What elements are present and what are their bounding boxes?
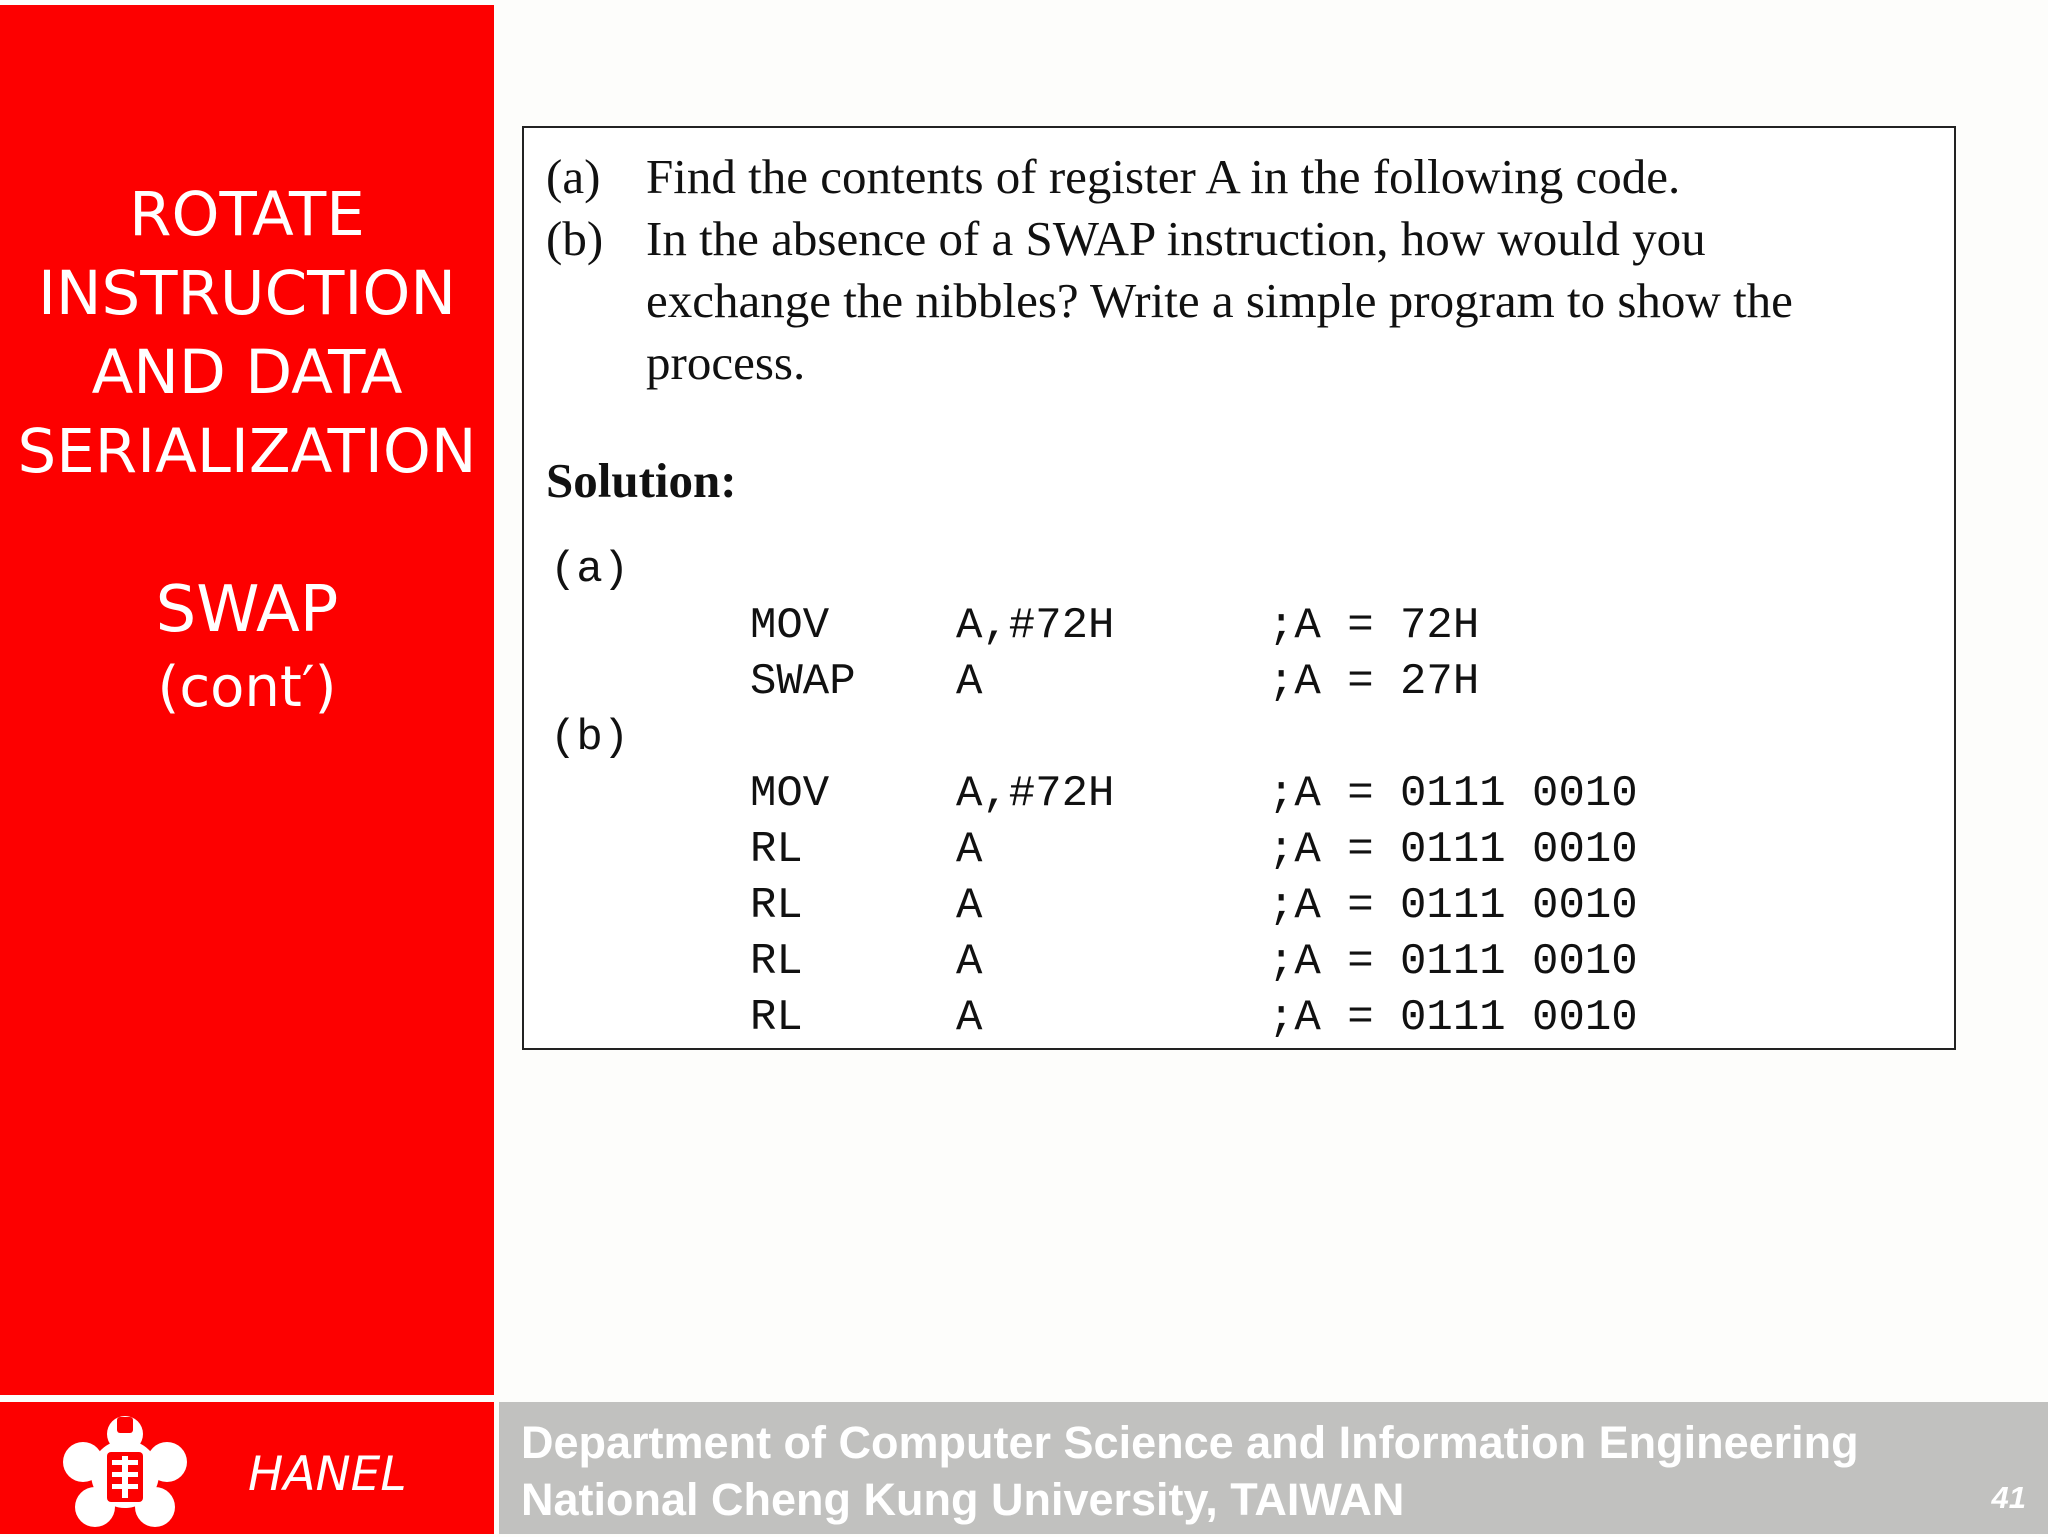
question-label: (b) — [546, 211, 604, 266]
question-label: (a) — [546, 149, 601, 204]
code-op: RL — [750, 825, 803, 875]
example-box — [522, 126, 1956, 1050]
code-op: RL — [750, 937, 803, 987]
title-line: ROTATE — [129, 179, 365, 250]
code-comment: ;A = 0111 0010 — [1268, 881, 1638, 931]
code-arg: A — [956, 993, 983, 1043]
code-arg: A,#72H — [956, 769, 1115, 819]
question-line: In the absence of a SWAP instruction, how would you — [646, 211, 1706, 266]
question-text — [646, 208, 1946, 394]
ncku-emblem-icon — [55, 1412, 195, 1532]
title-line: AND DATA — [91, 337, 403, 408]
code-comment: ;A = 27H — [1268, 657, 1480, 707]
question-line: Find the contents of register A in the following code. — [646, 149, 1681, 204]
university-line: National Cheng Kung University, TAIWAN — [521, 1474, 1405, 1525]
subtitle-cont: (cont′) — [157, 655, 337, 720]
subtitle-swap: SWAP — [155, 573, 339, 647]
part-a-label: (a) — [550, 545, 630, 595]
page-number: 41 — [1991, 1480, 2026, 1515]
dept-line: Department of Computer Science and Information Engineering — [521, 1417, 1859, 1468]
code-op: RL — [750, 881, 803, 931]
question-line: process. — [646, 335, 806, 390]
slide-title — [0, 175, 494, 491]
code-comment: ;A = 72H — [1268, 601, 1480, 651]
code-arg: A — [956, 937, 983, 987]
footer-left — [0, 1402, 494, 1534]
code-comment: ;A = 0111 0010 — [1268, 825, 1638, 875]
author-name: HANEL — [248, 1447, 407, 1502]
solution-heading: Solution: — [546, 453, 737, 508]
sidebar — [0, 5, 494, 1395]
code-arg: A — [956, 825, 983, 875]
department-info — [521, 1414, 1859, 1528]
code-arg: A — [956, 881, 983, 931]
code-comment: ;A = 0111 0010 — [1268, 769, 1638, 819]
title-line: INSTRUCTION — [37, 258, 457, 329]
part-b-label: (b) — [550, 713, 630, 763]
code-op: MOV — [750, 601, 830, 651]
question-line: exchange the nibbles? Write a simple program to show the — [646, 273, 1793, 328]
code-comment: ;A = 0111 0010 — [1268, 993, 1638, 1043]
code-op: SWAP — [750, 657, 856, 707]
code-op: MOV — [750, 769, 830, 819]
question-text — [646, 146, 1946, 208]
title-line: SERIALIZATION — [17, 416, 477, 487]
code-comment: ;A = 0111 0010 — [1268, 937, 1638, 987]
code-arg: A,#72H — [956, 601, 1115, 651]
code-op: RL — [750, 993, 803, 1043]
footer-right — [499, 1402, 2048, 1534]
code-arg: A — [956, 657, 983, 707]
slide-subtitle — [0, 570, 494, 726]
